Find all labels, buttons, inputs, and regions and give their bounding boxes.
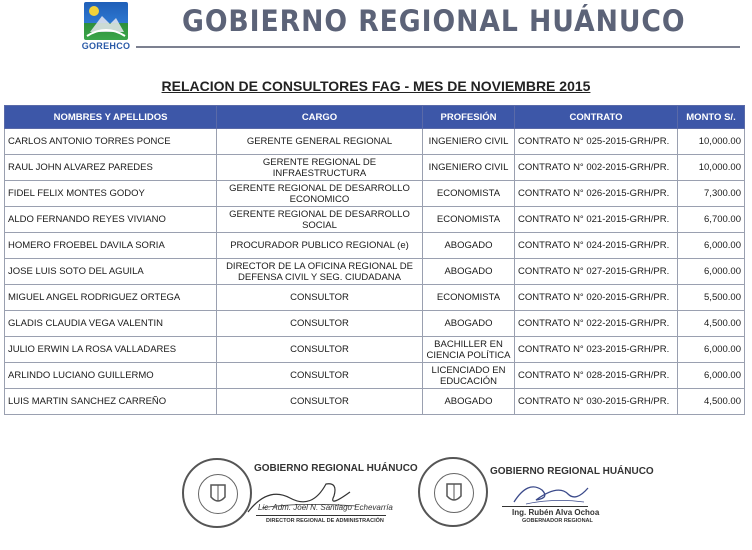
cell-contrato: CONTRATO N° 020-2015-GRH/PR. (515, 285, 678, 311)
header-title: GOBIERNO REGIONAL HUÁNUCO (182, 4, 686, 38)
cell-monto: 10,000.00 (678, 129, 745, 155)
cell-monto: 6,000.00 (678, 233, 745, 259)
logo-caption: GOREHCO (81, 41, 131, 51)
header-divider (136, 46, 740, 48)
table-row (5, 337, 745, 363)
cell-name: LUIS MARTIN SANCHEZ CARREÑO (5, 389, 217, 415)
handwritten-signature-right (506, 476, 596, 510)
cell-cargo: CONSULTOR (217, 337, 423, 363)
cell-contrato: CONTRATO N° 002-2015-GRH/PR. (515, 155, 678, 181)
cell-name: GLADIS CLAUDIA VEGA VALENTIN (5, 311, 217, 337)
col-header-contrato: CONTRATO (515, 106, 678, 129)
cell-profesion: ABOGADO (423, 233, 515, 259)
cell-name: FIDEL FELIX MONTES GODOY (5, 181, 217, 207)
regional-emblem-icon (84, 2, 128, 40)
cell-cargo: CONSULTOR (217, 311, 423, 337)
cell-profesion: ABOGADO (423, 311, 515, 337)
cell-contrato: CONTRATO N° 024-2015-GRH/PR. (515, 233, 678, 259)
cell-monto: 6,700.00 (678, 207, 745, 233)
cell-cargo: GERENTE REGIONAL DE DESARROLLO ECONOMICO (217, 181, 423, 207)
cell-monto: 10,000.00 (678, 155, 745, 181)
signatory-name-right: Ing. Rubén Alva Ochoa (512, 508, 600, 517)
signature-org-left: GOBIERNO REGIONAL HUÁNUCO (254, 463, 418, 474)
cell-cargo: GERENTE GENERAL REGIONAL (217, 129, 423, 155)
cell-contrato: CONTRATO N° 021-2015-GRH/PR. (515, 207, 678, 233)
cell-profesion: INGENIERO CIVIL (423, 129, 515, 155)
cell-profesion: ECONOMISTA (423, 207, 515, 233)
table-row (5, 155, 745, 181)
cell-contrato: CONTRATO N° 027-2015-GRH/PR. (515, 259, 678, 285)
cell-name: MIGUEL ANGEL RODRIGUEZ ORTEGA (5, 285, 217, 311)
cell-name: RAUL JOHN ALVAREZ PAREDES (5, 155, 217, 181)
col-header-monto: MONTO S/. (678, 106, 745, 129)
table-row (5, 233, 745, 259)
cell-monto: 5,500.00 (678, 285, 745, 311)
cell-contrato: CONTRATO N° 028-2015-GRH/PR. (515, 363, 678, 389)
table-row (5, 181, 745, 207)
cell-name: JOSE LUIS SOTO DEL AGUILA (5, 259, 217, 285)
cell-monto: 6,000.00 (678, 337, 745, 363)
cell-profesion: ABOGADO (423, 389, 515, 415)
cell-profesion: ECONOMISTA (423, 285, 515, 311)
cell-monto: 7,300.00 (678, 181, 745, 207)
col-header-cargo: CARGO (217, 106, 423, 129)
cell-name: ALDO FERNANDO REYES VIVIANO (5, 207, 217, 233)
cell-monto: 6,000.00 (678, 259, 745, 285)
signature-line-left (256, 515, 386, 516)
official-seal-right (418, 457, 488, 527)
signatory-name-left: Lic. Adm. Joel N. Santiago Echevarría (258, 503, 393, 512)
cell-cargo: CONSULTOR (217, 363, 423, 389)
cell-contrato: CONTRATO N° 025-2015-GRH/PR. (515, 129, 678, 155)
cell-contrato: CONTRATO N° 026-2015-GRH/PR. (515, 181, 678, 207)
cell-contrato: CONTRATO N° 023-2015-GRH/PR. (515, 337, 678, 363)
cell-name: ARLINDO LUCIANO GUILLERMO (5, 363, 217, 389)
cell-cargo: GERENTE REGIONAL DE INFRAESTRUCTURA (217, 155, 423, 181)
consultants-table (4, 105, 745, 415)
coat-of-arms-icon (198, 474, 238, 514)
signature-line-right (502, 506, 588, 507)
col-header-profesion: PROFESIÓN (423, 106, 515, 129)
cell-profesion: ABOGADO (423, 259, 515, 285)
gorehco-logo (80, 2, 132, 52)
table-row (5, 285, 745, 311)
table-row (5, 311, 745, 337)
cell-cargo: PROCURADOR PUBLICO REGIONAL (e) (217, 233, 423, 259)
handwritten-signature-left (238, 478, 368, 518)
cell-name: HOMERO FROEBEL DAVILA SORIA (5, 233, 217, 259)
cell-profesion: LICENCIADO EN EDUCACIÓN (423, 363, 515, 389)
table-row (5, 129, 745, 155)
coat-of-arms-icon (434, 473, 474, 513)
signature-org-right: GOBIERNO REGIONAL HUÁNUCO (490, 466, 654, 477)
cell-profesion: INGENIERO CIVIL (423, 155, 515, 181)
cell-monto: 4,500.00 (678, 311, 745, 337)
table-header-row (5, 106, 745, 129)
cell-cargo: CONSULTOR (217, 285, 423, 311)
signatory-role-right: GOBERNADOR REGIONAL (522, 518, 593, 524)
cell-contrato: CONTRATO N° 022-2015-GRH/PR. (515, 311, 678, 337)
col-header-names: NOMBRES Y APELLIDOS (5, 106, 217, 129)
cell-cargo: CONSULTOR (217, 389, 423, 415)
cell-profesion: BACHILLER EN CIENCIA POLÍTICA (423, 337, 515, 363)
cell-contrato: CONTRATO N° 030-2015-GRH/PR. (515, 389, 678, 415)
cell-profesion: ECONOMISTA (423, 181, 515, 207)
cell-cargo: GERENTE REGIONAL DE DESARROLLO SOCIAL (217, 207, 423, 233)
table-row (5, 207, 745, 233)
table-row (5, 259, 745, 285)
document-title: RELACION DE CONSULTORES FAG - MES DE NOVIEMBRE 2015 (161, 78, 591, 94)
table-row (5, 363, 745, 389)
cell-name: JULIO ERWIN LA ROSA VALLADARES (5, 337, 217, 363)
table-row (5, 389, 745, 415)
signatory-role-left: DIRECTOR REGIONAL DE ADMINISTRACIÓN (266, 518, 384, 524)
cell-monto: 4,500.00 (678, 389, 745, 415)
cell-monto: 6,000.00 (678, 363, 745, 389)
cell-name: CARLOS ANTONIO TORRES PONCE (5, 129, 217, 155)
cell-cargo: DIRECTOR DE LA OFICINA REGIONAL DE DEFENSA CIVIL Y SEG. CIUDADANA (217, 259, 423, 285)
